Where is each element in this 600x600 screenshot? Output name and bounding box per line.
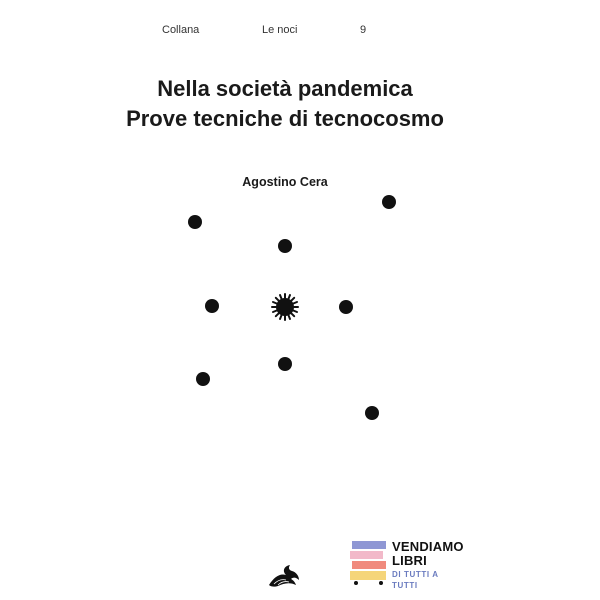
dot (196, 372, 210, 386)
virus-icon (272, 294, 298, 320)
badge-line-1: VENDIAMO (392, 539, 464, 554)
dot (188, 215, 202, 229)
dot (339, 300, 353, 314)
dot (382, 195, 396, 209)
dot (278, 239, 292, 253)
book-title (0, 74, 570, 134)
series-label: Collana (162, 24, 200, 36)
title-line-2: Prove tecniche di tecnocosmo (126, 106, 444, 131)
badge-tagline: DI TUTTI A TUTTI (392, 570, 439, 590)
series-name: Le noci (262, 24, 298, 36)
book-stack-icon (348, 538, 388, 588)
vendiamo-libri-badge (348, 538, 464, 590)
badge-text (392, 540, 464, 591)
dot (278, 357, 292, 371)
badge-line-2: LIBRI (392, 553, 427, 568)
title-line-1: Nella società pandemica (157, 76, 413, 101)
swan-icon (266, 563, 302, 589)
author-name: Agostino Cera (242, 175, 328, 189)
series-number: 9 (360, 24, 367, 36)
series-line (0, 24, 600, 40)
dot (205, 299, 219, 313)
dot (365, 406, 379, 420)
